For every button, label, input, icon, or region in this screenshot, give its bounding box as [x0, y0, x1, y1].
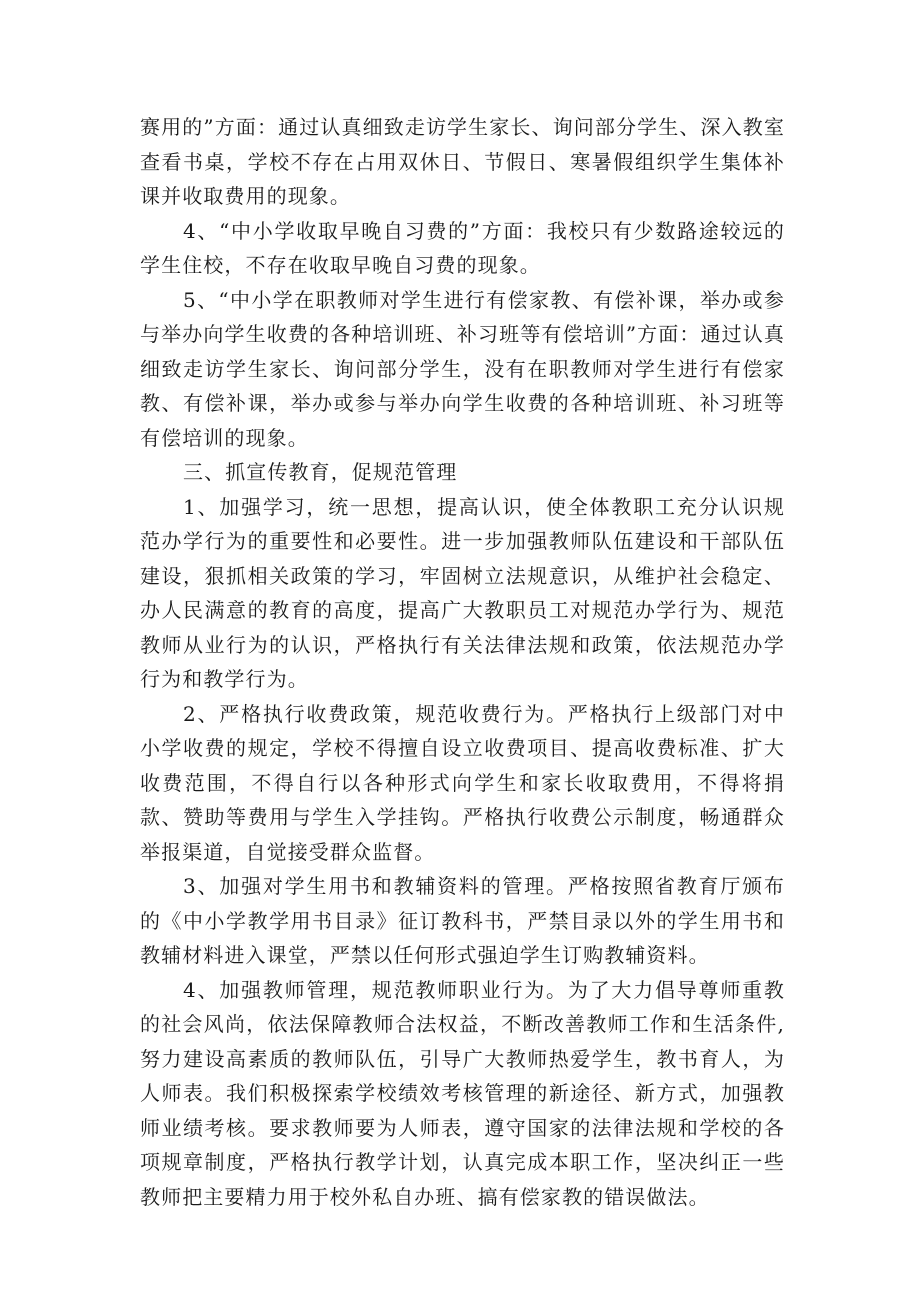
paragraph-section-1: 1、加强学习，统一思想，提高认识，使全体教职工充分认识规范办学行为的重要性和必要性。进一步加强教师队伍建设和干部队伍建设，狠抓相关政策的学习，牢固树立法规意识，从维护社会稳定、办人民满意的教育的高度，提高广大教职员工对规范办学行为、规范教师从业行为的认识，严格执行有关法律法规和政策，依法规范办学行为和教学行为。 — [140, 494, 785, 691]
paragraph-item-4: 4、“中小学收取早晚自习费的”方面：我校只有少数路途较远的学生住校，不存在收取早晚自习费的现象。 — [140, 218, 785, 277]
paragraph-section-4: 4、加强教师管理，规范教师职业行为。为了大力倡导尊师重教的社会风尚，依法保障教师合法权益，不断改善教师工作和生活条件,努力建设高素质的教师队伍，引导广大教师热爱学生，教书育人，为人师表。我们积极探索学校绩效考核管理的新途径、新方式，加强教师业绩考核。要求教师要为人师表，遵守国家的法律法规和学校的各项规章制度，严格执行教学计划，认真完成本职工作，坚决纠正一些教师把主要精力用于校外私自办班、搞有偿家教的错误做法。 — [140, 977, 785, 1209]
document-page — [140, 110, 785, 1214]
paragraph-item-5: 5、“中小学在职教师对学生进行有偿家教、有偿补课，举办或参与举办向学生收费的各种培训班、补习班等有偿培训”方面：通过认真细致走访学生家长、询问部分学生，没有在职教师对学生进行有偿家教、有偿补课，举办或参与举办向学生收费的各种培训班、补习班等有偿培训的现象。 — [140, 287, 785, 450]
paragraph-continued: 赛用的”方面：通过认真细致走访学生家长、询问部分学生、深入教室查看书桌，学校不存在占用双休日、节假日、寒暑假组织学生集体补课并收取费用的现象。 — [140, 115, 785, 208]
paragraph-section-3: 3、加强对学生用书和教辅资料的管理。严格按照省教育厅颁布的《中小学教学用书目录》征订教科书，严禁目录以外的学生用书和教辅材料进入课堂，严禁以任何形式强迫学生订购教辅资料。 — [140, 874, 785, 967]
section-heading: 三、抓宣传教育，促规范管理 — [183, 460, 458, 484]
paragraph-section-2: 2、严格执行收费政策，规范收费行为。严格执行上级部门对中小学收费的规定，学校不得擅自设立收费项目、提高收费标准、扩大收费范围，不得自行以各种形式向学生和家长收取费用，不得将捐款、赞助等费用与学生入学挂钩。严格执行收费公示制度，畅通群众举报渠道，自觉接受群众监督。 — [140, 701, 785, 864]
